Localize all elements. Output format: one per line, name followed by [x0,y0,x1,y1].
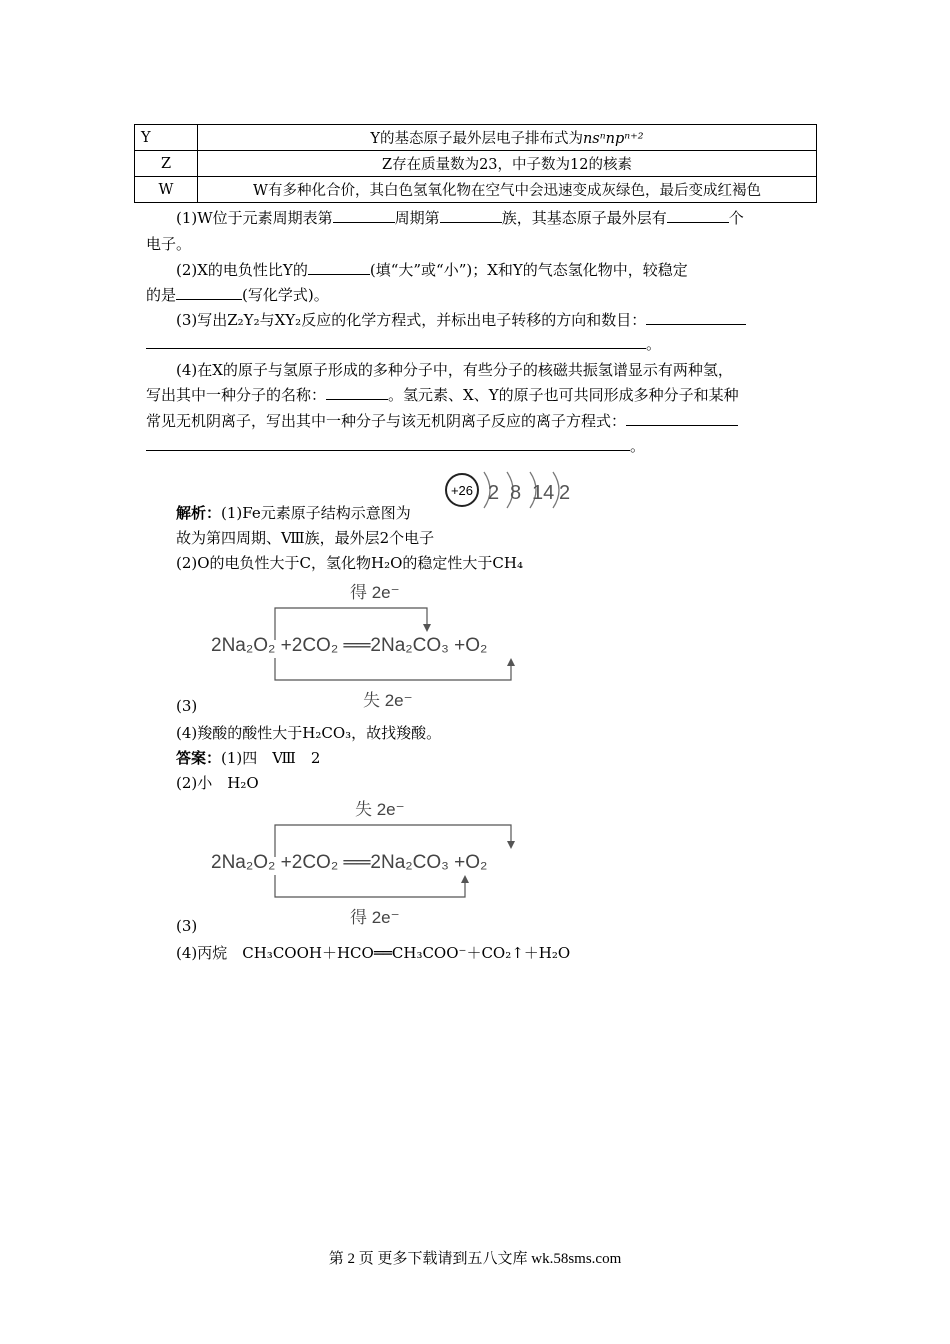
question-2: (2)X的电负性比Y的 (填“大”或“小”)；X和Y的气态氢化物中，较稳定 [176,261,688,279]
answer-blank [146,436,630,451]
electron-config: nsⁿnpⁿ⁺² [582,131,644,147]
shell-count: 2 [488,482,500,504]
answer-blank [146,334,646,349]
row-key: Z [135,151,198,177]
analysis-electron-transfer-equation [205,576,535,716]
answer-electron-transfer-equation [205,793,535,933]
electron-arrow-bottom [275,875,465,897]
equation-text: 2Na₂O₂ +2CO₂ ══2Na₂CO₃ +O₂ [211,635,488,656]
row-key: Y [135,125,198,151]
question-4-cont: 写出其中一种分子的名称： 。氢元素、X、Y的原子也可共同形成多种分子和某种 [146,386,739,404]
arrow-head [507,658,515,666]
question-1: (1)W位于元素周期表第 周期第 族，其基态原子最外层有 个 [176,209,744,227]
answer-label: 答案： [176,749,222,767]
answer-blank [667,208,729,223]
answer-line-2: (2)小 H₂O [176,774,259,792]
element-info-table [134,124,817,203]
question-3-cont: 。 [146,333,661,354]
page-footer: 第 2 页 更多下载请到五八文库 wk.58sms.com [328,1251,622,1267]
answer-blank [626,411,738,426]
row-key: W [135,177,198,203]
equation-bottom-label: 失 2e⁻ [363,691,413,710]
row-desc: W有多种化合价，其白色氢氧化物在空气中会迅速变成灰绿色，最后变成红褐色 [198,177,817,203]
equation-top-label: 失 2e⁻ [355,800,405,819]
question-1-cont: 电子。 [146,235,192,253]
table-row [135,177,817,203]
answer-blank [176,285,242,300]
equation-top-label: 得 2e⁻ [350,583,400,602]
analysis-line-3: (2)O的电负性大于C，氢化物H₂O的稳定性大于CH₄ [176,554,523,572]
answer-blank [440,208,502,223]
question-4-cont3: 。 [146,435,645,456]
question-3: (3)写出Z₂Y₂与XY₂反应的化学方程式，并标出电子转移的方向和数目： [176,309,746,330]
row-desc: Y的基态原子最外层电子排布式为nsⁿnpⁿ⁺² [198,125,817,151]
analysis-line-2: 故为第四周期、Ⅷ族，最外层2个电子 [176,529,435,547]
answer-line-1: 答案：(1)四 Ⅷ 2 [176,749,321,767]
fe-atom-diagram [440,462,580,518]
question-4-cont2: 常见无机阴离子，写出其中一种分子与该无机阴离子反应的离子方程式： [146,410,738,431]
nucleus-charge: +26 [450,483,474,498]
analysis-3-label: (3) [176,697,198,715]
shell-count: 8 [510,482,522,504]
arrow-head [507,841,515,849]
electron-arrow-bottom [275,658,511,680]
answer-blank [308,260,370,275]
row-desc: Z存在质量数为23，中子数为12的核素 [198,151,817,177]
table-row [135,125,817,151]
analysis-line-4: (4)羧酸的酸性大于H₂CO₃，故找羧酸。 [176,724,442,742]
answer-3-label: (3) [176,917,198,935]
shell-count: 14 [532,482,555,504]
question-4: (4)在X的原子与氢原子形成的多种分子中，有些分子的核磁共振氢谱显示有两种氢， [176,361,733,379]
table-row [135,151,817,177]
analysis-line-1: 解析：(1)Fe元素原子结构示意图为 [176,504,411,522]
arrow-head [461,875,469,883]
answer-blank [646,310,746,325]
shell-count: 2 [559,482,571,504]
equation-bottom-label: 得 2e⁻ [350,908,400,927]
equation-text: 2Na₂O₂ +2CO₂ ══2Na₂CO₃ +O₂ [211,852,488,873]
answer-blank [333,208,395,223]
analysis-label: 解析： [176,504,222,522]
question-2-cont: 的是 (写化学式)。 [146,286,329,304]
answer-blank [326,385,388,400]
answer-line-4: (4)丙烷 CH₃COOH＋HCO══CH₃COO⁻＋CO₂↑＋H₂O [176,944,571,962]
arrow-head [423,624,431,632]
